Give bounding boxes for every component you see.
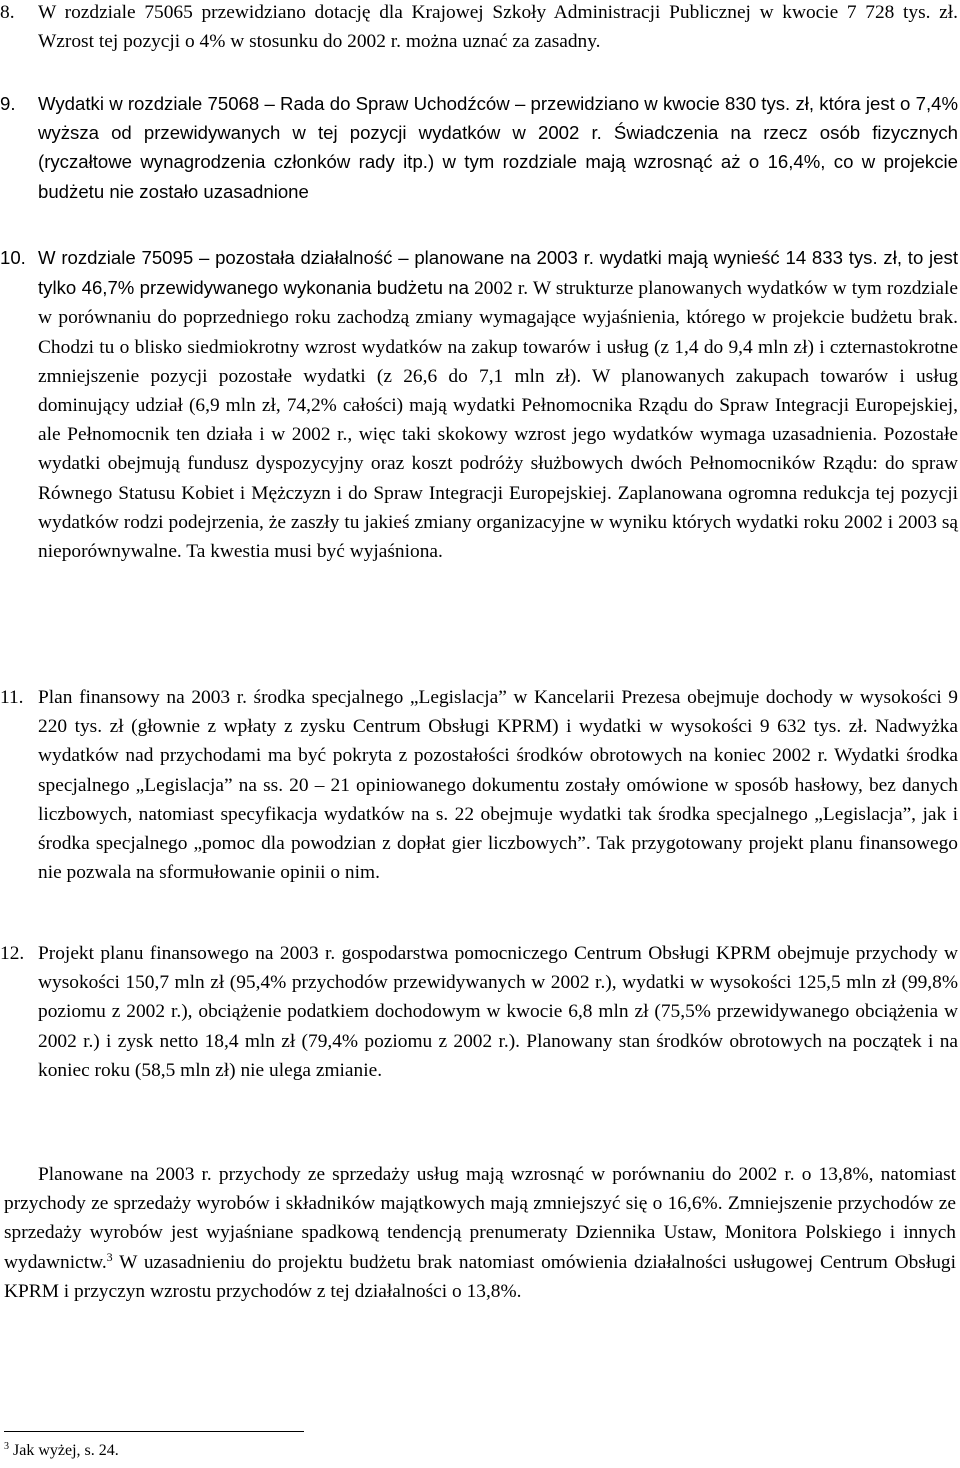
list-item-9 bbox=[0, 89, 958, 206]
list-item-8 bbox=[0, 0, 958, 56]
footnote-ref: 3 bbox=[106, 1249, 113, 1264]
closing-paragraph bbox=[4, 1160, 956, 1306]
item-text: Wydatki w rozdziale 75068 – Rada do Spraw Uchodźców – przewidziano w kwocie 830 tys. zł, która jest o 7,4% wyższa od przewidywanych w tej pozycji wydatków w 2002 r. Świadczenia na rzecz osób fizycznych (ryczałtowe wynagrodzenia członków rady itp.) w tym rozdziale mają wzrosnąć aż o 16,4%, co w projekcie budżetu nie zostało uzasadnione bbox=[38, 93, 958, 202]
paragraph-text-cont: W uzasadnieniu do projektu budżetu brak natomiast omówienia działalności usługowej Centrum Obsługi KPRM i przyczyn wzrostu przychodów z tej działalności o 13,8%. bbox=[4, 1251, 956, 1302]
item-number: 12. bbox=[0, 943, 25, 964]
item-text: W rozdziale 75065 przewidziano dotację dla Krajowej Szkoły Administracji Publicznej w kwocie 7 728 tys. zł. Wzrost tej pozycji o 4% w stosunku do 2002 r. można uznać za zasadny. bbox=[38, 2, 958, 53]
item-text: Projekt planu finansowego na 2003 r. gospodarstwa pomocniczego Centrum Obsługi KPRM obejmuje przychody w wysokości 150,7 mln zł (95,4% przychodów przewidywanych w 2002 r.), wydatki w wysokości 125,5 mln zł (99,8% poziomu z 2002 r.), obciążenie podatkiem dochodowym w kwocie 6,8 mln zł (75,5% przewidywanego obciążenia w 2002 r.) i zysk netto 18,4 mln zł (79,4% poziomu z 2002 r.). Planowany stan środków obrotowych na początek i na koniec roku (58,5 mln zł) nie ulega zmianie. bbox=[38, 943, 958, 1081]
footnote bbox=[4, 1441, 119, 1461]
item-number: 9. bbox=[0, 93, 16, 114]
item-text: Plan finansowy na 2003 r. środka specjalnego „Legislacja” w Kancelarii Prezesa obejmuje dochody w wysokości 9 220 tys. zł (głownie z wpłaty z zysku Centrum Obsługi KPRM) i wydatki w wysokości 9 632 tys. zł. Nadwyżka wydatków nad przychodami ma być pokryta z pozostałości środków obrotowych na koniec 2002 r. Wydatki środka specjalnego „Legislacja” na ss. 20 – 21 opiniowanego dokumentu zostały omówione w sposób hasłowy, bez danych liczbowych, natomiast specyfikacja wydatków na s. 22 obejmuje wydatki tak środka specjalnego „Legislacja”, jak i środka specjalnego „pomoc dla powodzian z dopłat gier liczbowych”. Tak przygotowany projekt planu finansowego nie pozwala na sformułowanie opinii o nim. bbox=[38, 687, 958, 884]
list-item-12 bbox=[0, 939, 958, 1085]
footnote-mark: 3 bbox=[4, 1441, 9, 1452]
item-number: 8. bbox=[0, 2, 15, 23]
item-text-sans: W rozdziale 75095 – pozostała działalność – planowane na 2003 r. wydatki mają wynieść 14 833 tys. zł, to jest tylko 46,7% przewidywanego wykonania budżetu na bbox=[38, 247, 958, 299]
item-text: 2002 r. W strukturze planowanych wydatków w tym rozdziale w porównaniu do poprzedniego roku zachodzą zmiany wymagające wyjaśnienia, którego w projekcie budżetu brak. Chodzi tu o blisko siedmiokrotny wzrost wydatków na zakup towarów i usług (z 1,4 do 9,4 mln zł) i czternastokrotne zmniejszenie pozycji pozostałe wydatki (z 26,6 do 7,1 mln zł). W planowanych zakupach towarów i usług dominujący udział (6,9 mln zł, 74,2% całości) mają wydatki Pełnomocnika Rządu do Spraw Integracji Europejskiej, ale Pełnomocnik ten działa i w 2002 r., więc taki skokowy wzrost jego wydatków wymaga uzasadnienia. Pozostałe wydatki obejmują fundusz dyspozycyjny oraz koszt podróży służbowych dwóch Pełnomocników Rządu: do spraw Równego Statusu Kobiet i Mężczyzn i do Spraw Integracji Europejskiej. Zaplanowana ogromna redukcja tej pozycji wydatków rodzi podejrzenia, że zaszły tu jakieś zmiany organizacyjne w wyniku których wydatki roku 2002 i 2003 są nieporównywalne. Ta kwestia musi być wyjaśniona. bbox=[38, 278, 958, 563]
list-item-10 bbox=[0, 243, 958, 566]
footnote-text: Jak wyżej, s. 24. bbox=[9, 1442, 119, 1459]
footnote-separator bbox=[4, 1431, 304, 1432]
item-number: 11. bbox=[0, 687, 24, 708]
paragraph-text: Planowane na 2003 r. przychody ze sprzedaży usług mają wzrosnąć w porównaniu do 2002 r. o 13,8%, natomiast przychody ze sprzedaży wyrobów i składników majątkowych mają zmniejszyć się o 16,6%. Zmniejszenie przychodów ze sprzedaży wyrobów jest wyjaśniane spadkową tendencją prenumeraty Dziennika Ustaw, Monitora Polskiego i innych wydawnictw. bbox=[4, 1164, 956, 1273]
item-number: 10. bbox=[0, 247, 26, 268]
list-item-11 bbox=[0, 683, 958, 887]
